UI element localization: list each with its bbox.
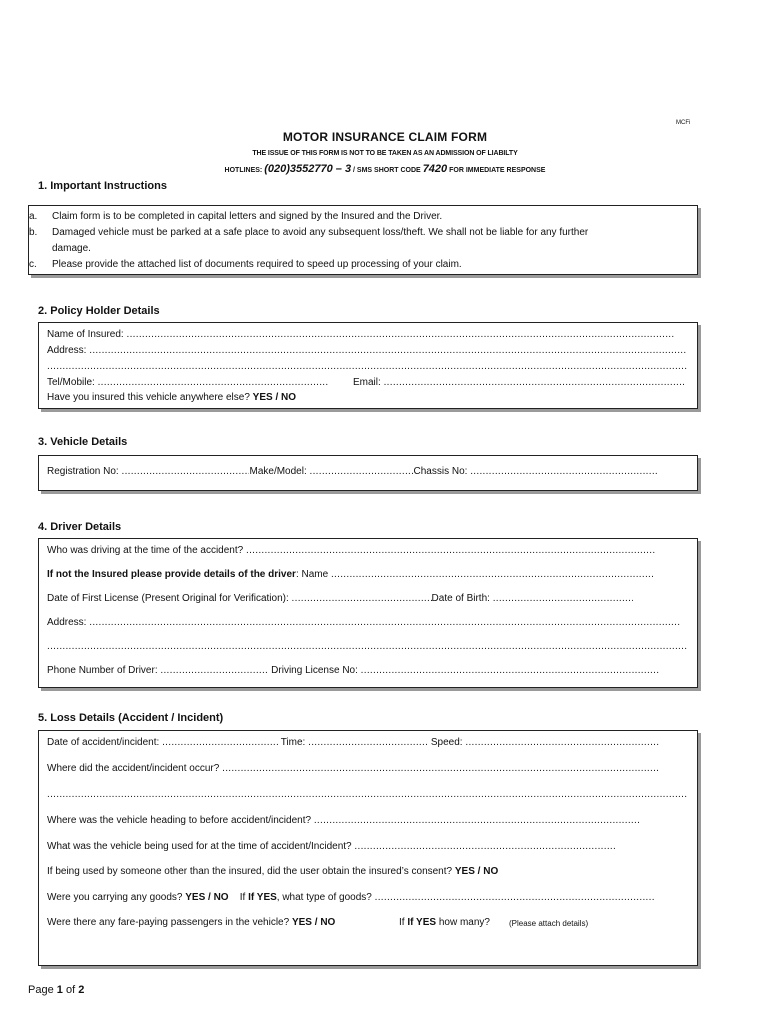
page-number: 1: [56, 984, 63, 996]
driver-address-row: [47, 617, 681, 628]
consent-yes-no[interactable]: YES / NO: [454, 866, 499, 877]
driver-name-field[interactable]: [331, 569, 653, 580]
policy-holder-box: [38, 322, 698, 409]
goods-type-label: , what type of goods?: [276, 892, 372, 903]
section-policy-holder-title: 2. Policy Holder Details: [38, 305, 160, 317]
driver-name-row: [47, 569, 653, 580]
section-loss-title: 5. Loss Details (Accident / Incident): [38, 712, 224, 724]
driver-address-row-2: [47, 641, 687, 652]
passengers-how-many: how many?: [438, 917, 490, 928]
form-disclaimer: THE ISSUE OF THIS FORM IS NOT TO BE TAKEN AS AN ADMISSION OF LIABILTY: [252, 150, 518, 157]
email-label: Email:: [353, 377, 381, 388]
usage-field[interactable]: [354, 841, 616, 852]
insured-elsewhere-label: Have you insured this vehicle anywhere else?: [47, 392, 250, 403]
driver-box: [38, 538, 698, 688]
consent-label: If being used by someone other than the insured, did the user obtain the insured’s consent?: [47, 866, 453, 877]
email-field[interactable]: [384, 377, 686, 388]
heading-row: [47, 815, 640, 826]
section-driver-title: 4. Driver Details: [38, 521, 122, 533]
accident-date-label: Date of accident/incident:: [47, 737, 160, 748]
passengers-if-yes-prefix: If If YES: [399, 917, 437, 928]
registration-field[interactable]: [121, 466, 249, 477]
usage-label: What was the vehicle being used for at the time of accident/Incident?: [47, 841, 352, 852]
sms-suffix: FOR IMMEDIATE RESPONSE: [449, 167, 546, 174]
driving-license-field[interactable]: [361, 665, 659, 676]
sms-label: / SMS SHORT CODE: [353, 167, 421, 174]
hotline-number: (020)3552770 – 3: [264, 163, 352, 175]
page-total: 2: [78, 984, 85, 996]
passengers-yes-no[interactable]: YES / NO: [291, 917, 336, 928]
sms-code: 7420: [422, 163, 448, 175]
driver-who-row: [47, 545, 656, 556]
goods-yes-no[interactable]: YES / NO: [185, 892, 229, 903]
insured-name-label: Name of Insured:: [47, 329, 124, 340]
insured-address-row: [47, 345, 687, 356]
email-row: [353, 377, 686, 388]
loss-date-row: [47, 737, 659, 748]
form-code: MCFi: [676, 120, 691, 126]
license-date-field[interactable]: [292, 593, 432, 604]
insured-address-label: Address:: [47, 345, 87, 356]
insured-address-field[interactable]: [89, 345, 687, 356]
insured-elsewhere-yes-no[interactable]: YES / NO: [252, 392, 297, 403]
form-title: MOTOR INSURANCE CLAIM FORM: [282, 130, 488, 144]
instruction-text: Damaged vehicle must be parked at a safe place to avoid any subsequent loss/theft. We shall not be liable for any further: [52, 227, 589, 238]
instructions-box: [28, 205, 698, 275]
instruction-mark: c.: [29, 259, 37, 270]
usage-row: [47, 841, 616, 852]
loss-box: [38, 730, 698, 966]
tel-row: [47, 377, 328, 388]
heading-field[interactable]: [314, 815, 640, 826]
section-instructions-title: 1. Important Instructions: [38, 180, 167, 192]
instruction-mark: a.: [29, 211, 38, 222]
make-model-label: Make/Model:: [249, 466, 307, 477]
goods-row: [47, 892, 655, 903]
accident-where-field[interactable]: [222, 763, 658, 774]
accident-where-field-2[interactable]: [47, 789, 687, 800]
passengers-count-row: [399, 917, 490, 928]
license-date-label: Date of First License (Present Original for Verification):: [47, 593, 289, 604]
registration-label: Registration No:: [47, 466, 119, 477]
vehicle-box: [38, 455, 698, 491]
dob-label: Date of Birth:: [431, 593, 490, 604]
insured-address-field-2[interactable]: [47, 361, 687, 372]
accident-speed-label: Speed:: [430, 737, 463, 748]
hotline-label: HOTLINES:: [224, 167, 263, 174]
vehicle-row: [47, 466, 658, 477]
passengers-row: [47, 917, 335, 928]
driver-who-label: Who was driving at the time of the accident?: [47, 545, 244, 556]
page-indicator: [28, 984, 84, 996]
driver-address-field[interactable]: [89, 617, 681, 628]
tel-label: Tel/Mobile:: [47, 377, 95, 388]
insured-name-field[interactable]: [127, 329, 675, 340]
make-model-field[interactable]: [310, 466, 414, 477]
driver-who-field[interactable]: [246, 545, 656, 556]
insured-elsewhere-row: [47, 392, 296, 403]
instruction-text: Claim form is to be completed in capital letters and signed by the Insured and the Driver.: [52, 211, 443, 222]
instruction-text: damage.: [52, 243, 91, 254]
dob-field[interactable]: [493, 593, 633, 604]
driver-phone-field[interactable]: [160, 665, 268, 676]
passengers-if-yes: If YES: [407, 917, 437, 928]
insured-name-row: [47, 329, 675, 340]
driver-if-not-label: If not the Insured please provide details of the driver: [47, 569, 296, 580]
chassis-label: Chassis No:: [413, 466, 468, 477]
goods-if-yes-prefix: If If YES: [239, 892, 277, 903]
goods-label: Were you carrying any goods?: [47, 892, 183, 903]
heading-label: Where was the vehicle heading to before accident/incident?: [47, 815, 312, 826]
accident-time-label: Time:: [280, 737, 306, 748]
of-word: of: [65, 984, 76, 996]
accident-time-field[interactable]: [308, 737, 428, 748]
driver-address-field-2[interactable]: [47, 641, 687, 652]
license-date-row: [47, 593, 633, 604]
consent-row: [47, 866, 498, 877]
chassis-field[interactable]: [470, 466, 658, 477]
page-word: Page: [28, 984, 54, 996]
attach-note: (Please attach details): [509, 919, 589, 928]
accident-speed-field[interactable]: [465, 737, 659, 748]
insured-address-row-2: [47, 361, 687, 372]
driver-name-label: : Name: [295, 569, 329, 580]
driving-license-label: Driving License No:: [271, 665, 358, 676]
goods-if-yes: If YES: [248, 892, 277, 903]
instruction-text: Please provide the attached list of documents required to speed up processing of your claim.: [52, 259, 462, 270]
passengers-label: Were there any fare-paying passengers in the vehicle?: [47, 917, 290, 928]
instruction-mark: b.: [29, 227, 38, 238]
goods-type-field[interactable]: [375, 892, 655, 903]
driver-phone-label: Phone Number of Driver:: [47, 665, 158, 676]
accident-where-row: [47, 763, 658, 774]
driver-address-label: Address:: [47, 617, 87, 628]
section-vehicle-title: 3. Vehicle Details: [38, 436, 128, 448]
accident-where-label: Where did the accident/incident occur?: [47, 763, 220, 774]
tel-field[interactable]: [98, 377, 328, 388]
driver-phone-row: [47, 665, 659, 676]
accident-date-field[interactable]: [162, 737, 278, 748]
accident-where-row-2: [47, 789, 687, 800]
hotline-line: [0, 163, 770, 175]
